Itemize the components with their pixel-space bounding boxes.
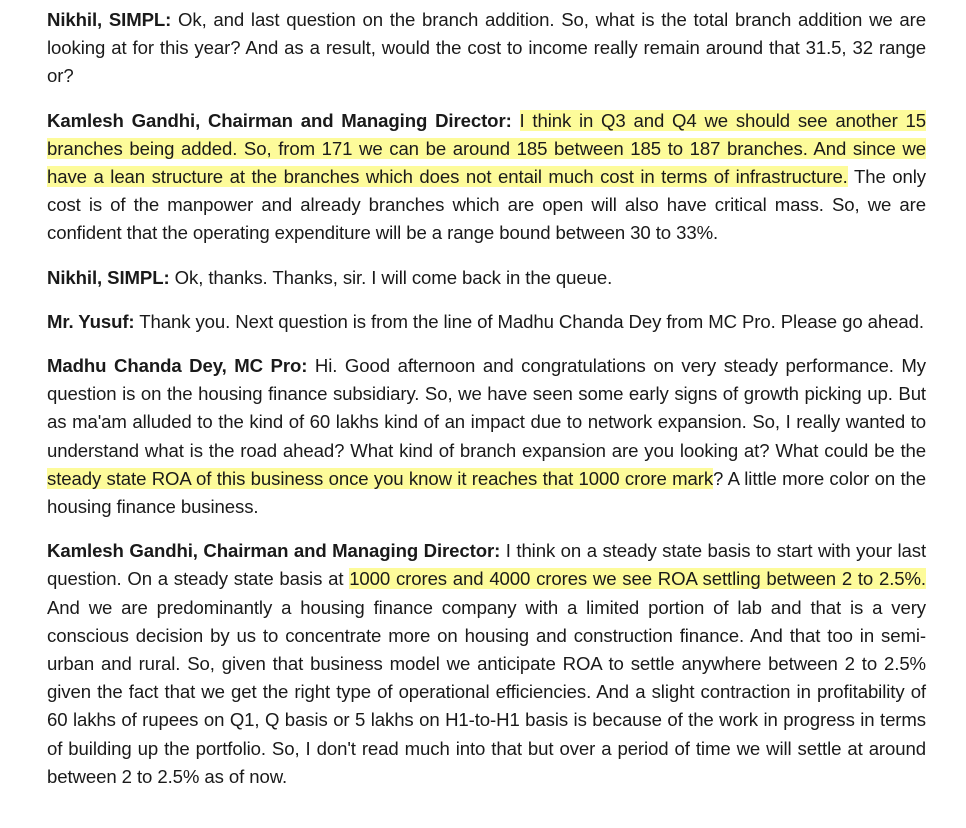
speaker-name: Mr. Yusuf: — [47, 310, 135, 332]
text-segment: I think on a steady state basis to start with your last question. On a steady state basis at — [47, 540, 927, 590]
transcript-paragraph — [47, 537, 926, 791]
text-segment: Hi. Good afternoon and congratulations on very steady performance. My question is on the housing finance subsidiary. So, we have seen some early signs of growth picking up. But as ma'am alluded to the kind of 60 lakhs kind of an impact due to network expansion. So, I really wanted to understand what is the road ahead? What kind of branch expansion are you looking at? What could be the — [47, 355, 927, 461]
text-segment: Thank you. Next question is from the line of Madhu Chanda Dey from MC Pro. Please go ahead. — [134, 310, 924, 332]
speaker-name: Madhu Chanda Dey, MC Pro: — [47, 355, 308, 377]
text-segment: And we are predominantly a housing finance company with a limited portion of lab and that is a very conscious decision by us to concentrate more on housing and construction finance. And that too in semi-urban and rural. So, given that business model we anticipate ROA to settle anywhere between 2 to 2.5% given the fact that we get the right type of operational efficiencies. And a slight contraction in profitability of 60 lakhs of rupees on Q1, Q basis or 5 lakhs on H1-to-H1 basis is because of the work in progress in terms of building up the portfolio. So, I don't read much into that but over a period of time we will settle at around between 2 to 2.5% as of now. — [47, 596, 926, 787]
speaker-name: Kamlesh Gandhi, Chairman and Managing Director: — [47, 540, 501, 562]
text-segment — [512, 110, 520, 131]
text-segment: ? A little more color on the housing finance business. — [47, 467, 926, 518]
speaker-name: Kamlesh Gandhi, Chairman and Managing Director: — [47, 109, 512, 131]
speaker-name: Nikhil, SIMPL: — [47, 266, 170, 288]
transcript-paragraph — [47, 308, 926, 336]
highlighted-text: 1000 crores and 4000 crores we see ROA settling between 2 to 2.5%. — [349, 568, 927, 590]
text-segment: Ok, thanks. Thanks, sir. I will come back in the queue. — [169, 266, 613, 288]
transcript-paragraph — [47, 352, 926, 521]
speaker-name: Nikhil, SIMPL: — [47, 9, 172, 30]
text-segment: Ok, and last question on the branch addition. So, what is the total branch addition we are looking at for this year? And as a result, would the cost to income really remain around that 31.5, 32 range or? — [47, 9, 926, 87]
transcript-paragraph — [47, 264, 926, 292]
highlighted-text: steady state ROA of this business once you know it reaches that 1000 crore mark — [47, 467, 714, 489]
text-segment: The only cost is of the manpower and already branches which are open will also have critical mass. So, we are confident that the operating expenditure will be a range bound between 30 to 33%. — [47, 166, 926, 244]
transcript-paragraph — [47, 107, 926, 248]
transcript-paragraph — [47, 6, 926, 91]
highlighted-text: I think in Q3 and Q4 we should see another 15 branches being added. So, from 171 we can be around 185 between 185 to 187 branches. And since we have a lean structure at the branches which does not entail much cost in terms of infrastructure. — [47, 109, 926, 188]
